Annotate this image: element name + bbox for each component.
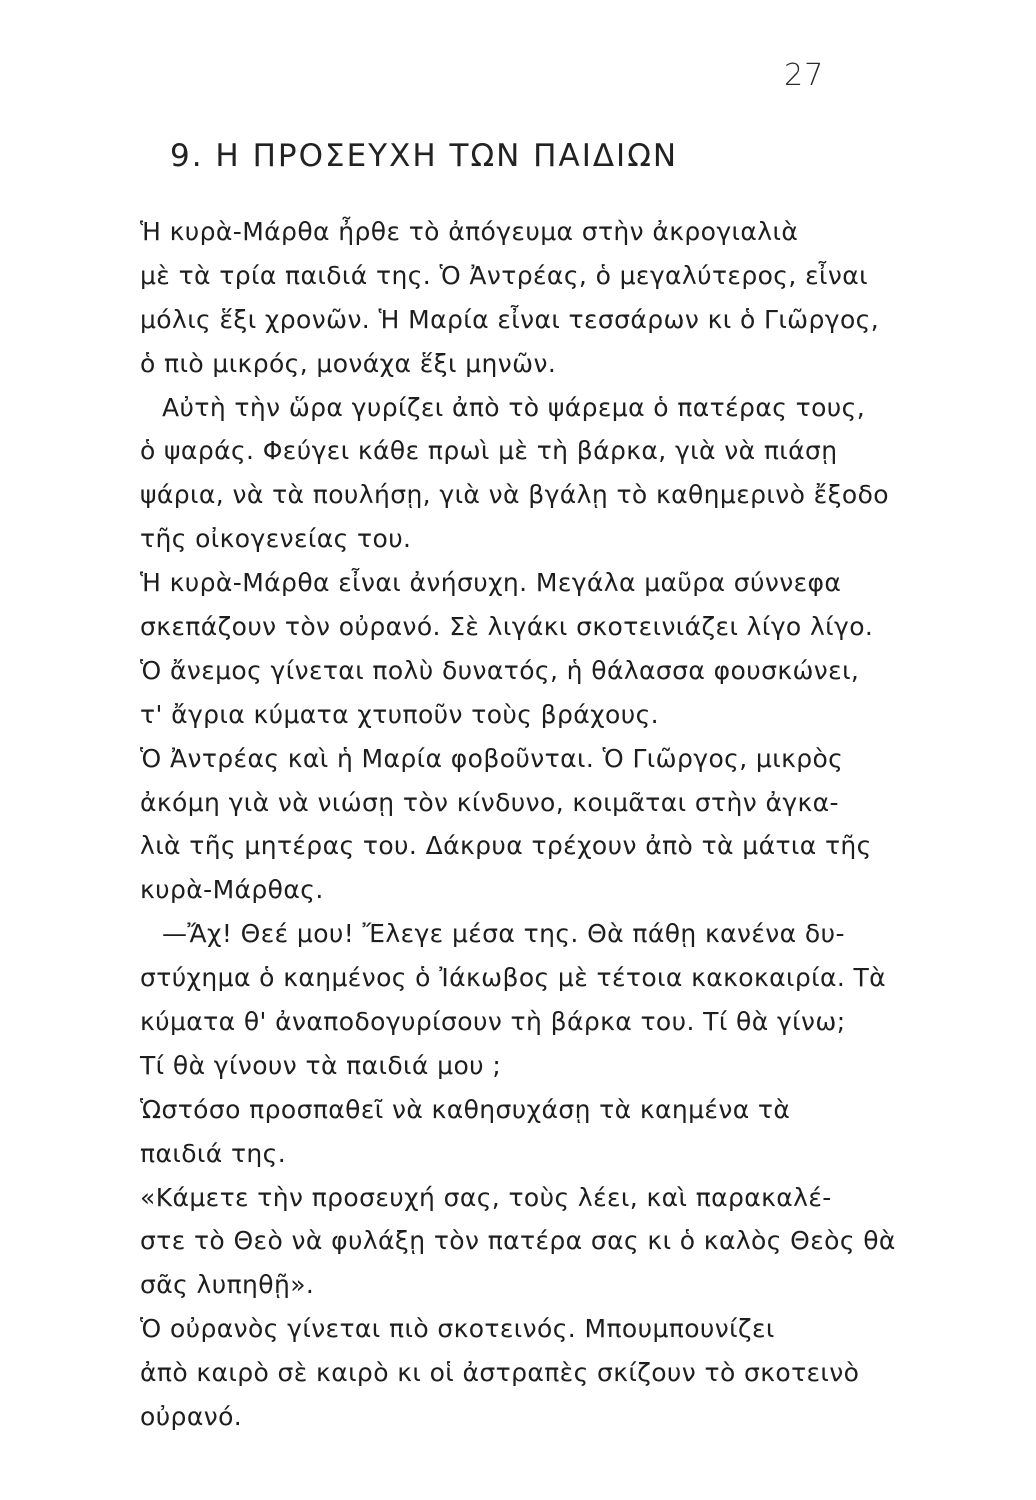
text-line: κυρὰ-Μάρθας. [140, 875, 324, 905]
text-line: Ὁ ἄνεμος γίνεται πολὺ δυνατός, ἡ θάλασσα φουσκώνει, [140, 655, 860, 685]
text-line: στύχημα ὁ καημένος ὁ Ἰάκωβος μὲ τέτοια κακοκαιρία. Τὰ [140, 963, 887, 993]
text-line: στε τὸ Θεὸ νὰ φυλάξῃ τὸν πατέρα σας κι ὁ καλὸς Θεὸς θὰ [140, 1226, 896, 1256]
text-line: Ὡστόσο προσπαθεῖ νὰ καθησυχάσῃ τὰ καημένα τὰ [140, 1094, 791, 1124]
chapter-title: 9. Η ΠΡΟΣΕΥΧΗ ΤΩΝ ΠΑΙΔΙΩΝ [170, 138, 679, 174]
text-line: ὁ πιὸ μικρός, μονάχα ἕξι μηνῶν. [140, 348, 557, 378]
text-line: σᾶς λυπηθῇ». [140, 1270, 315, 1300]
body-text [140, 210, 910, 1439]
text-line: τ' ἄγρια κύματα χτυποῦν τοὺς βράχους. [140, 699, 659, 729]
text-line: παιδιά της. [140, 1138, 287, 1168]
text-line: Ἡ κυρὰ-Μάρθα εἶναι ἀνήσυχη. Μεγάλα μαῦρα σύννεφα [140, 568, 842, 598]
text-line: Ἡ κυρὰ-Μάρθα ἦρθε τὸ ἀπόγευμα στὴν ἀκρογιαλιὰ [140, 217, 799, 246]
text-line: —Ἄχ! Θεέ μου! Ἔλεγε μέσα της. Θὰ πάθῃ κανένα δυ- [162, 919, 845, 949]
text-line: Ὁ οὐρανὸς γίνεται πιὸ σκοτεινός. Μπουμπουνίζει [140, 1314, 775, 1344]
text-line: «Κάμετε τὴν προσευχή σας, τοὺς λέει, καὶ παρακαλέ- [140, 1182, 832, 1212]
text-line: κύματα θ' ἀναποδογυρίσουν τὴ βάρκα του. Τί θὰ γίνω; [140, 1007, 846, 1037]
text-line: σκεπάζουν τὸν οὐρανό. Σὲ λιγάκι σκοτεινιάζει λίγο λίγο. [140, 612, 874, 642]
text-line: ἀπὸ καιρὸ σὲ καιρὸ κι οἱ ἀστραπὲς σκίζουν τὸ σκοτεινὸ [140, 1358, 860, 1388]
text-line: μὲ τὰ τρία παιδιά της. Ὁ Ἀντρέας, ὁ μεγαλύτερος, εἶναι [140, 260, 868, 290]
text-line: Τί θὰ γίνουν τὰ παιδιά μου ; [140, 1050, 502, 1080]
text-line: Ὁ Ἀντρέας καὶ ἡ Μαρία φοβοῦνται. Ὁ Γιῶργος, μικρὸς [140, 743, 844, 773]
text-line: τῆς οἰκογενείας του. [140, 524, 412, 554]
text-line: μόλις ἕξι χρονῶν. Ἡ Μαρία εἶναι τεσσάρων κι ὁ Γιῶργος, [140, 304, 880, 334]
text-line: λιὰ τῆς μητέρας του. Δάκρυα τρέχουν ἀπὸ τὰ μάτια τῆς [140, 831, 872, 861]
page-number: 27 [784, 58, 825, 93]
text-line: ψάρια, νὰ τὰ πουλήσῃ, γιὰ νὰ βγάλῃ τὸ καθημερινὸ ἔξοδο [140, 480, 890, 510]
text-line: Αὐτὴ τὴν ὥρα γυρίζει ἀπὸ τὸ ψάρεμα ὁ πατέρας τους, [162, 392, 866, 422]
text-line: ἀκόμη γιὰ νὰ νιώσῃ τὸν κίνδυνο, κοιμᾶται στὴν ἀγκα- [140, 787, 839, 817]
text-line: οὐρανό. [140, 1402, 243, 1432]
text-line: ὁ ψαράς. Φεύγει κάθε πρωὶ μὲ τὴ βάρκα, γιὰ νὰ πιάσῃ [140, 436, 838, 466]
